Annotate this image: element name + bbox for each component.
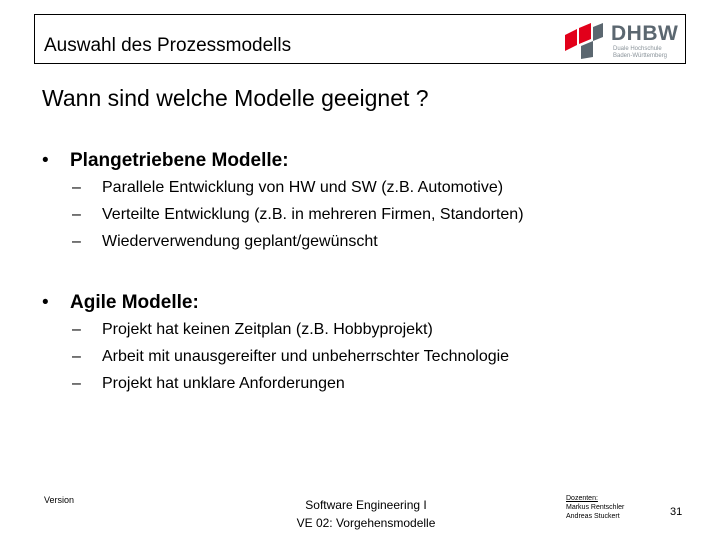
footer-course-info [256, 496, 476, 532]
section-title: Plangetriebene Modelle: [70, 150, 289, 171]
dash-icon: – [72, 233, 81, 250]
list-item-text: Arbeit mit unausgereifter und unbeherrschter Technologie [102, 348, 510, 365]
footer-lecture: VE 02: Vorgehensmodelle [296, 516, 436, 530]
list-item [72, 178, 503, 198]
list-item [72, 347, 509, 367]
dhbw-logo-icon [563, 23, 605, 59]
header-box [34, 14, 686, 64]
logo-wordmark: DHBW [611, 22, 679, 45]
list-item-text: Wiederverwendung geplant/gewünscht [102, 233, 378, 250]
section-title: Agile Modelle: [70, 292, 199, 313]
list-item-text: Projekt hat unklare Anforderungen [102, 375, 345, 392]
dhbw-logo [563, 23, 683, 63]
bullet-icon: • [42, 292, 49, 313]
list-item [72, 320, 433, 340]
list-item-text: Verteilte Entwicklung (z.B. in mehreren Firmen, Standorten) [102, 206, 524, 223]
footer-docents [566, 494, 624, 521]
page-title: Auswahl des Prozessmodells [44, 35, 292, 56]
list-item [72, 232, 378, 252]
slide-subtitle: Wann sind welche Modelle geeignet ? [42, 85, 429, 111]
list-item [72, 374, 345, 394]
docent-label: Dozenten: [566, 495, 598, 502]
footer-version: Version [44, 495, 75, 505]
list-item-text: Parallele Entwicklung von HW und SW (z.B. Automotive) [102, 179, 504, 196]
dash-icon: – [72, 321, 81, 338]
logo-subline-2: Baden-Württemberg [613, 53, 668, 59]
bullet-icon: • [42, 150, 49, 171]
page-number: 31 [670, 506, 683, 518]
list-item [72, 205, 524, 225]
footer-course: Software Engineering I [305, 498, 427, 512]
docent-name: Andreas Stuckert [566, 513, 620, 520]
dash-icon: – [72, 348, 81, 365]
dash-icon: – [72, 375, 81, 392]
list-item-text: Projekt hat keinen Zeitplan (z.B. Hobbyprojekt) [102, 321, 433, 338]
dash-icon: – [72, 206, 81, 223]
dash-icon: – [72, 179, 81, 196]
section-plangetrieben [42, 150, 289, 172]
docent-name: Markus Rentschler [566, 504, 625, 511]
logo-subline-1: Duale Hochschule [613, 46, 662, 52]
section-agile [42, 292, 199, 314]
